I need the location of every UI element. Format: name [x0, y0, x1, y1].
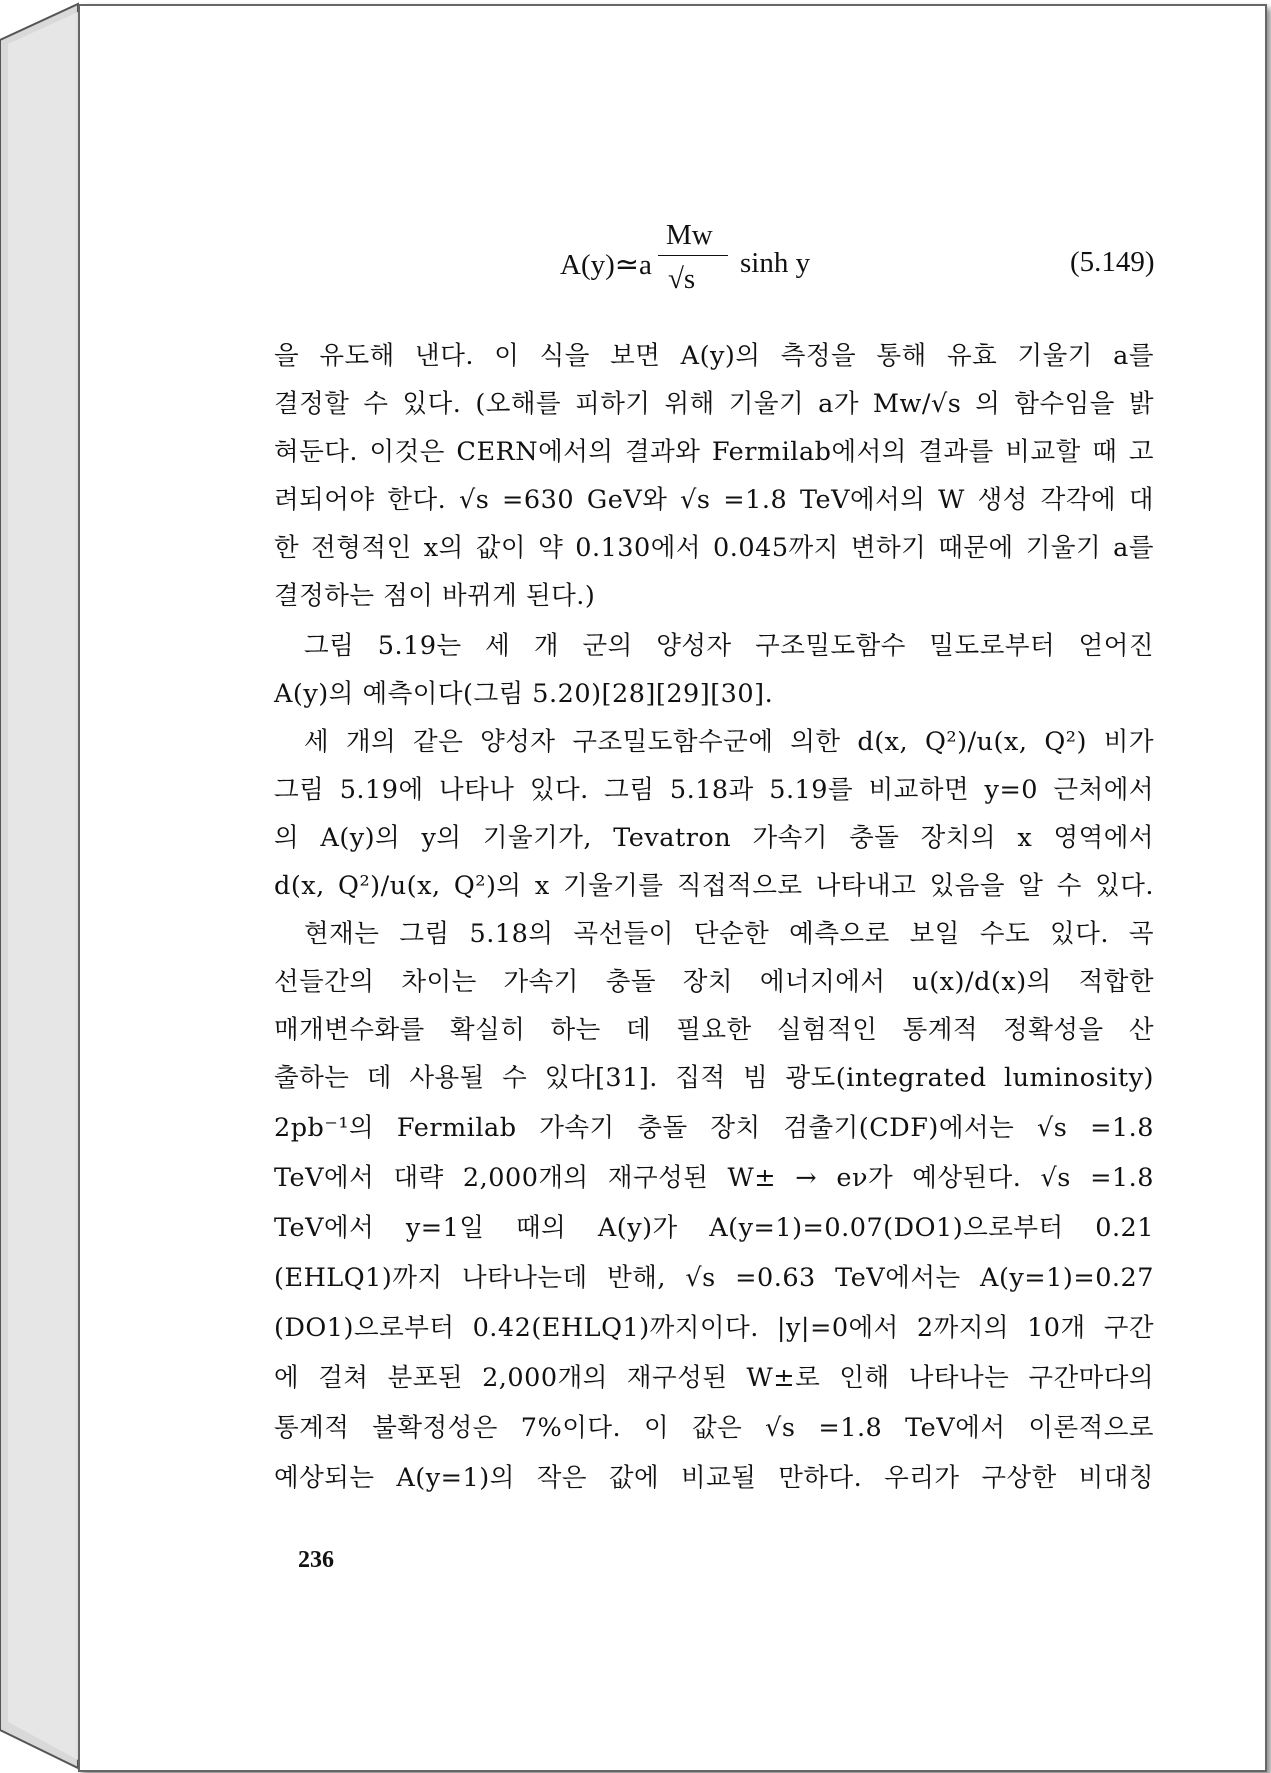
text-line: TeV에서 대략 2,000개의 재구성된 W± → eν가 예상된다. √s =1.8	[274, 1163, 1154, 1193]
equation-numerator: Mw	[666, 219, 713, 251]
text-line: TeV에서 y=1일 때의 A(y)가 A(y=1)=0.07(DO1)으로부터 0.21	[274, 1213, 1154, 1243]
text-line: 을 유도해 낸다. 이 식을 보면 A(y)의 측정을 통해 유효 기울기 a를	[274, 341, 1154, 371]
text-line: (EHLQ1)까지 나타나는데 반해, √s =0.63 TeV에서는 A(y=1)=0.27	[274, 1263, 1154, 1293]
text-line: 의 A(y)의 y의 기울기가, Tevatron 가속기 충돌 장치의 x 영역에서	[274, 823, 1155, 853]
text-line: 선들간의 차이는 가속기 충돌 장치 에너지에서 u(x)/d(x)의 적합한	[274, 967, 1154, 997]
text-line: 세 개의 같은 양성자 구조밀도함수군에 의한 d(x, Q²)/u(x, Q²) 비가	[304, 727, 1154, 757]
text-line: d(x, Q²)/u(x, Q²)의 x 기울기를 직접적으로 나타내고 있음을 알 수 있다.	[274, 871, 1154, 901]
text-line: 결정할 수 있다. (오해를 피하기 위해 기울기 a가 Mw/√s 의 함수임을 밝	[274, 389, 1154, 419]
page-number: 236	[298, 1547, 334, 1573]
text-line: 혀둔다. 이것은 CERN에서의 결과와 Fermilab에서의 결과를 비교할 때 고	[274, 437, 1154, 467]
text-line: 예상되는 A(y=1)의 작은 값에 비교될 만하다. 우리가 구상한 비대칭	[274, 1463, 1154, 1493]
text-line: 통계적 불확정성은 7%이다. 이 값은 √s =1.8 TeV에서 이론적으로	[274, 1413, 1154, 1443]
equation-lhs: A(y)≃a	[560, 249, 652, 281]
book-spine	[0, 0, 80, 1773]
text-line: 그림 5.19는 세 개 군의 양성자 구조밀도함수 밀도로부터 얻어진	[304, 631, 1154, 661]
text-line: A(y)의 예측이다(그림 5.20)[28][29][30].	[274, 679, 774, 709]
fraction-bar	[658, 255, 728, 256]
text-line: 출하는 데 사용될 수 있다[31]. 집적 빔 광도(integrated luminosity)	[274, 1063, 1154, 1093]
text-line: 한 전형적인 x의 값이 약 0.130에서 0.045까지 변하기 때문에 기울기 a를	[274, 533, 1154, 563]
text-line: 결정하는 점이 바뀌게 된다.)	[274, 581, 596, 611]
text-line: 현재는 그림 5.18의 곡선들이 단순한 예측으로 보일 수도 있다. 곡	[304, 919, 1154, 949]
text-line: (DO1)으로부터 0.42(EHLQ1)까지이다. |y|=0에서 2까지의 10개 구간	[274, 1313, 1154, 1343]
equation-rhs: sinh y	[740, 247, 811, 279]
text-line: 에 걸쳐 분포된 2,000개의 재구성된 W±로 인해 나타나는 구간마다의	[274, 1363, 1154, 1393]
text-line: 려되어야 한다. √s =630 GeV와 √s =1.8 TeV에서의 W 생성 각각에 대	[274, 485, 1154, 515]
equation-denominator: √s	[668, 263, 696, 295]
text-line: 그림 5.19에 나타나 있다. 그림 5.18과 5.19를 비교하면 y=0 근처에서	[274, 775, 1154, 805]
text-line: 매개변수화를 확실히 하는 데 필요한 실험적인 통계적 정확성을 산	[274, 1015, 1154, 1045]
text-line: 2pb⁻¹의 Fermilab 가속기 충돌 장치 검출기(CDF)에서는 √s =1.8	[274, 1113, 1154, 1143]
equation-number: (5.149)	[1070, 246, 1155, 278]
